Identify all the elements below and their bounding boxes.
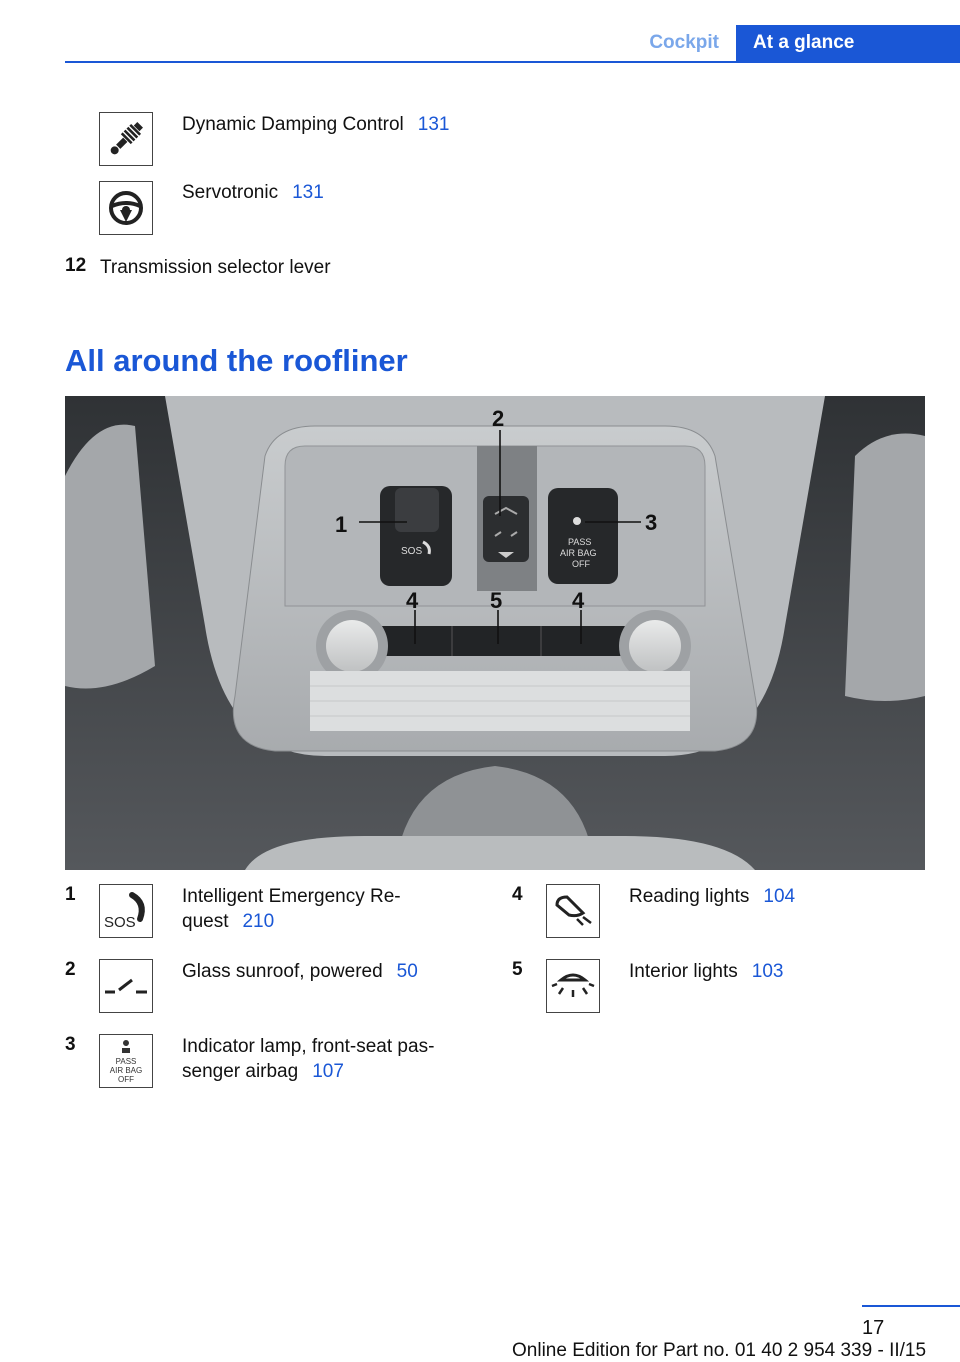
servotronic-label: Servotronic — [182, 182, 279, 203]
header-rule — [65, 61, 960, 63]
servotronic-item — [182, 180, 324, 205]
sos-phone-icon — [99, 884, 153, 938]
passenger-airbag-off-icon — [99, 1034, 153, 1088]
legend-5-page-ref[interactable]: 103 — [751, 961, 784, 982]
legend-3-label-cont: senger airbag — [182, 1061, 299, 1082]
legend-3-number: 3 — [65, 1034, 76, 1055]
legend-2-number: 2 — [65, 959, 76, 980]
callout-2: 2 — [492, 406, 505, 431]
interior-light-icon — [546, 959, 600, 1013]
callout-1: 1 — [335, 512, 348, 537]
item-12-number: 12 — [65, 255, 87, 276]
shock-absorber-icon — [99, 112, 153, 166]
legend-1-text — [182, 884, 401, 934]
footer-rule — [862, 1305, 960, 1307]
legend-1-number: 1 — [65, 884, 76, 905]
legend-1-label: Intelligent Emergency Re- — [182, 886, 401, 907]
airbag-lamp-line-2: AIR BAG — [560, 548, 597, 558]
section-title: All around the roofliner — [65, 343, 408, 378]
legend-3-label: Indicator lamp, front-seat pas- — [182, 1036, 435, 1057]
callout-4-left: 4 — [406, 588, 419, 613]
steering-wheel-icon — [99, 181, 153, 235]
roofliner-photo — [65, 396, 925, 870]
legend-4-label: Reading lights — [629, 886, 750, 907]
servotronic-page-ref[interactable]: 131 — [292, 182, 324, 203]
reading-light-icon — [546, 884, 600, 938]
page-number: 17 — [862, 1317, 885, 1339]
dynamic-damping-page-ref[interactable]: 131 — [417, 114, 450, 135]
airbag-icon-line-1: PASS — [115, 1057, 137, 1066]
legend-4-text — [629, 884, 795, 909]
tab-cockpit[interactable]: Cockpit — [649, 32, 719, 53]
legend-1-label-cont: quest — [182, 911, 229, 932]
legend-5-label: Interior lights — [629, 961, 738, 982]
sos-button-text: SOS — [401, 546, 423, 557]
legend-2-page-ref[interactable]: 50 — [396, 961, 418, 982]
sos-icon-text: SOS — [104, 914, 136, 931]
airbag-lamp-line-3: OFF — [572, 559, 590, 569]
sunroof-icon — [99, 959, 153, 1013]
airbag-icon-line-3: OFF — [118, 1075, 134, 1084]
legend-2-label: Glass sunroof, powered — [182, 961, 383, 982]
item-12-label: Transmission selector lever — [100, 257, 331, 278]
legend-5-text — [629, 959, 783, 984]
tab-at-a-glance[interactable]: At a glance — [736, 25, 960, 61]
legend-5-number: 5 — [512, 959, 523, 980]
legend-4-page-ref[interactable]: 104 — [763, 886, 796, 907]
dynamic-damping-label: Dynamic Damping Control — [182, 114, 404, 135]
legend-1-page-ref[interactable]: 210 — [242, 911, 275, 932]
dynamic-damping-item — [182, 112, 449, 137]
legend-4-number: 4 — [512, 884, 523, 905]
callout-3: 3 — [645, 510, 658, 535]
legend-2-text — [182, 959, 418, 984]
airbag-lamp-line-1: PASS — [568, 537, 592, 547]
edition-footer: Online Edition for Part no. 01 40 2 954 339 - II/15 — [512, 1340, 927, 1361]
legend-3-page-ref[interactable]: 107 — [312, 1061, 344, 1082]
legend-3-text — [182, 1034, 434, 1084]
airbag-icon-line-2: AIR BAG — [109, 1066, 143, 1075]
callout-5: 5 — [490, 588, 503, 613]
callout-4-right: 4 — [572, 588, 585, 613]
